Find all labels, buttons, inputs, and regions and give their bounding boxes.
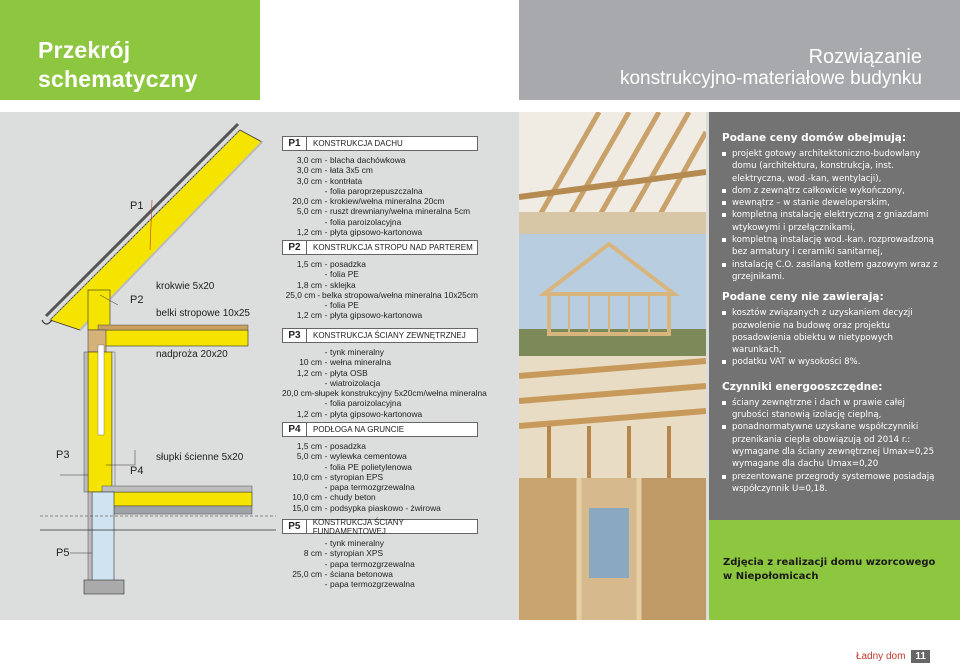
spec-p2 xyxy=(282,240,478,321)
dash-separator: - xyxy=(324,408,328,419)
dash-separator: - xyxy=(324,227,328,238)
list-item: kosztów związanych z uzyskaniem decyzji pozwolenie na budowę oraz projektu posadowienia obiektu w nietypowych warunkach, xyxy=(722,307,942,356)
layer-name: płyta gipsowo-kartonowa xyxy=(330,310,423,321)
spec-title: KONSTRUKCJA ŚCIANY ZEWNĘTRZNEJ xyxy=(313,331,466,340)
photo-caption: Zdjęcia z realizacji domu wzorcowego w Niepołomicach xyxy=(723,557,936,582)
layer-thickness xyxy=(282,378,322,388)
label-p2: P2 xyxy=(130,294,144,306)
spec-row xyxy=(282,538,478,548)
spec-row xyxy=(282,280,478,290)
layer-name: kontrłata xyxy=(330,175,363,186)
header-right-title-line1: Rozwiązanie xyxy=(808,46,922,68)
layer-thickness xyxy=(282,482,322,492)
section-title xyxy=(38,36,198,94)
spec-row xyxy=(282,368,478,378)
spec-row xyxy=(282,186,478,196)
eco-list xyxy=(722,397,942,495)
layer-thickness: 25,0 cm xyxy=(292,568,322,579)
section-drawing xyxy=(40,120,276,600)
spec-row xyxy=(282,217,478,227)
layer-name: papa termozgrzewalna xyxy=(330,558,415,569)
list-item: instalację C.O. zasilaną kotłem gazowym wraz z grzejnikami. xyxy=(722,259,942,284)
dash-separator: - xyxy=(324,175,328,186)
dash-separator: - xyxy=(324,269,328,280)
dash-separator: - xyxy=(317,289,321,300)
dash-separator: - xyxy=(324,398,328,409)
window-opening xyxy=(98,345,104,435)
label-nadproza: nadproża 20x20 xyxy=(156,349,228,360)
layer-name: folia paroizolacyjna xyxy=(330,216,402,227)
photo-interior-frame-image xyxy=(519,356,706,478)
layer-name: podsypka piaskowo - żwirowa xyxy=(330,502,441,513)
spec-row xyxy=(282,176,478,186)
spec-header xyxy=(282,136,478,151)
spec-row xyxy=(282,196,478,206)
dash-separator: - xyxy=(324,185,328,196)
dash-separator: - xyxy=(324,155,328,165)
dash-separator: - xyxy=(324,482,328,493)
header-right-band xyxy=(519,0,960,100)
photo-house-frame-image xyxy=(519,234,706,356)
list-item: wewnątrz – w stanie deweloperskim, xyxy=(722,197,942,209)
magazine-brand: Ładny dom xyxy=(855,651,906,662)
dash-separator: - xyxy=(324,502,328,513)
foundation-render xyxy=(88,492,92,582)
layer-thickness: 10,0 cm xyxy=(292,471,322,482)
spec-row xyxy=(282,559,478,569)
dash-separator: - xyxy=(324,216,328,227)
floor-p4-screed xyxy=(102,486,252,492)
dash-separator: - xyxy=(324,492,328,503)
layer-thickness: 1,2 cm xyxy=(296,367,322,378)
layer-thickness: 3,0 cm xyxy=(296,175,322,186)
caption-box xyxy=(709,520,960,620)
dash-separator: - xyxy=(311,388,315,399)
layer-name: wełna mineralna xyxy=(330,357,391,368)
spec-code: P5 xyxy=(283,520,307,533)
layer-name: krokiew/wełna mineralna 20cm xyxy=(330,196,445,207)
footing xyxy=(84,580,124,594)
layer-name: papa termozgrzewalna xyxy=(330,579,415,590)
spec-row xyxy=(282,155,478,165)
layer-thickness xyxy=(282,462,322,472)
layer-thickness xyxy=(282,538,322,548)
section-title-line1: Przekrój xyxy=(38,37,131,63)
spec-row xyxy=(282,472,478,482)
layer-name: folia PE xyxy=(330,300,359,311)
layer-name: ściana betonowa xyxy=(330,568,393,579)
spec-p1 xyxy=(282,136,478,237)
layer-thickness: 1,5 cm xyxy=(296,441,322,451)
layer-thickness xyxy=(282,347,322,357)
list-item: dom z zewnątrz całkowicie wykończony, xyxy=(722,185,942,197)
layer-name: płyta gipsowo-kartonowa xyxy=(330,408,423,419)
layer-thickness: 20,0 cm xyxy=(282,388,312,399)
photo-walls-osb-image xyxy=(519,478,706,620)
spec-row xyxy=(282,548,478,558)
floor-slab-p2 xyxy=(98,330,248,346)
excluded-list xyxy=(722,307,942,368)
spec-row xyxy=(282,482,478,492)
spec-row xyxy=(282,310,478,320)
spec-title: KONSTRUKCJA STROPU NAD PARTEREM xyxy=(313,243,473,252)
layer-thickness xyxy=(282,300,322,310)
spec-header xyxy=(282,328,478,343)
dash-separator: - xyxy=(324,357,328,368)
dash-separator: - xyxy=(324,538,328,548)
spec-row xyxy=(282,398,478,408)
layer-name: wylewka cementowa xyxy=(330,451,407,462)
layer-name: styropian EPS xyxy=(330,471,384,482)
layer-thickness: 15,0 cm xyxy=(292,502,322,513)
spec-row xyxy=(282,492,478,502)
spec-row xyxy=(282,503,478,513)
layer-name: folia PE xyxy=(330,269,359,280)
layer-thickness: 20,0 cm xyxy=(292,196,322,207)
spec-row xyxy=(282,206,478,216)
dash-separator: - xyxy=(324,165,328,176)
list-item: prezentowane przegrody systemowe posiadają współczynnik U=0,18. xyxy=(722,471,942,496)
layer-name: posadzka xyxy=(330,259,366,269)
layer-thickness: 25,0 cm xyxy=(285,289,316,300)
spec-title: KONSTRUKCJA DACHU xyxy=(313,139,403,148)
floor-slab-top xyxy=(98,325,248,330)
wall-render xyxy=(84,352,88,492)
layer-name: belka stropowa/wełna mineralna 10x25cm xyxy=(322,289,478,300)
layer-name: łata 3x5 cm xyxy=(330,165,373,176)
layer-thickness xyxy=(282,217,322,227)
layer-thickness xyxy=(282,579,322,589)
layer-name: sklejka xyxy=(330,279,356,290)
layer-name: blacha dachówkowa xyxy=(330,155,406,165)
layer-thickness xyxy=(282,269,322,279)
spec-row xyxy=(282,290,478,300)
layer-name: chudy beton xyxy=(330,492,376,503)
spec-title: PODŁOGA NA GRUNCIE xyxy=(313,425,405,434)
photo-house-frame xyxy=(519,234,706,356)
dash-separator: - xyxy=(324,196,328,207)
layer-thickness xyxy=(282,186,322,196)
list-item: kompletną instalację wod.-kan. rozprowadzoną bez armatury i ceramiki sanitarnej, xyxy=(722,234,942,259)
label-p4: P4 xyxy=(130,465,144,477)
spec-row xyxy=(282,227,478,237)
layer-thickness: 1,2 cm xyxy=(296,227,322,238)
layer-thickness: 8 cm xyxy=(303,548,322,559)
foundation-wall xyxy=(92,492,114,582)
included-list xyxy=(722,148,942,283)
page-footer xyxy=(856,650,930,663)
spec-p3 xyxy=(282,328,487,419)
dash-separator: - xyxy=(324,367,328,378)
list-item: podatku VAT w wysokości 8%. xyxy=(722,356,942,368)
dash-separator: - xyxy=(324,548,328,559)
header-left-band xyxy=(0,0,260,100)
layer-name: posadzka xyxy=(330,441,366,451)
wall-upper-insulation xyxy=(88,290,110,330)
spec-p4 xyxy=(282,422,478,513)
layer-thickness xyxy=(282,398,322,408)
wall-board xyxy=(112,352,115,492)
spec-code: P2 xyxy=(283,241,307,254)
layer-thickness: 10 cm xyxy=(299,357,322,368)
list-item: kompletną instalację elektryczną z gniazdami wtykowymi i przełącznikami, xyxy=(722,209,942,234)
photo-walls-osb xyxy=(519,478,706,620)
list-item: ściany zewnętrzne i dach w prawie całej grubości stanowią izolację cieplną, xyxy=(722,397,942,422)
spec-row xyxy=(282,579,478,589)
spec-code: P3 xyxy=(283,329,307,342)
dash-separator: - xyxy=(324,259,328,269)
spec-row xyxy=(282,462,478,472)
photo-roof-frame-image xyxy=(519,112,706,234)
layer-thickness: 3,0 cm xyxy=(296,165,322,176)
spec-row xyxy=(282,269,478,279)
eco-heading: Czynniki energooszczędne: xyxy=(722,380,883,393)
dash-separator: - xyxy=(324,579,328,590)
layer-thickness: 5,0 cm xyxy=(296,206,322,217)
spec-row xyxy=(282,569,478,579)
spec-row xyxy=(282,347,478,357)
gutter xyxy=(42,320,52,324)
layer-thickness: 1,2 cm xyxy=(296,310,322,321)
spec-header xyxy=(282,240,478,255)
dash-separator: - xyxy=(324,558,328,569)
layer-name: styropian XPS xyxy=(330,548,384,559)
dash-separator: - xyxy=(324,568,328,579)
label-belki: belki stropowe 10x25 xyxy=(156,308,250,319)
label-krokwie: krokwie 5x20 xyxy=(156,281,215,292)
section-title-line2: schematyczny xyxy=(38,66,198,92)
list-item: ponadnormatywne uzyskane współczynniki przenikania ciepła obowiązują od 2014 r.: wymagane dla ściany zewnętrznej Umax=0,25 wymagane dla dachu Umax=0,20 xyxy=(722,421,942,470)
layer-name: folia paroizolacyjna xyxy=(330,398,402,409)
layer-name: płyta gipsowo-kartonowa xyxy=(330,227,423,238)
photo-column xyxy=(519,112,706,620)
layer-name: słupek konstrukcyjny 5x20cm/wełna mineralna xyxy=(314,388,487,399)
layer-name: folia PE polietylenowa xyxy=(330,461,412,472)
spec-row xyxy=(282,357,478,367)
dash-separator: - xyxy=(324,441,328,451)
layer-name: folia paroprzepuszczalna xyxy=(330,185,423,196)
spec-row xyxy=(282,441,478,451)
list-item: projekt gotowy architektoniczno-budowlany domu (architektura, konstrukcja, inst. elektryczna, wod.-kan, wentylacji), xyxy=(722,148,942,185)
layer-name: ruszt drewniany/wełna mineralna 5cm xyxy=(330,206,471,217)
layer-thickness xyxy=(282,559,322,569)
dash-separator: - xyxy=(324,279,328,290)
spec-row xyxy=(282,409,478,419)
spec-row xyxy=(282,259,478,269)
spec-row xyxy=(282,165,478,175)
layer-name: wiatroizolacja xyxy=(330,377,381,388)
header-right-title-line2: konstrukcyjno-materiałowe budynku xyxy=(619,68,922,89)
included-heading: Podane ceny domów obejmują: xyxy=(722,132,907,144)
layer-thickness: 1,2 cm xyxy=(296,408,322,419)
layer-thickness: 10,0 cm xyxy=(292,492,322,503)
floor-p4-concrete xyxy=(102,506,252,514)
layer-name: tynk mineralny xyxy=(330,347,384,357)
label-p5: P5 xyxy=(56,547,70,559)
label-slupki: słupki ścienne 5x20 xyxy=(156,452,244,463)
spec-code: P4 xyxy=(283,423,307,436)
layer-thickness: 3,0 cm xyxy=(296,155,322,165)
dash-separator: - xyxy=(324,300,328,311)
layer-thickness: 5,0 cm xyxy=(296,451,322,462)
spec-row xyxy=(282,388,487,399)
page-number: 11 xyxy=(911,650,930,663)
photo-roof-frame xyxy=(519,112,706,234)
label-p3: P3 xyxy=(56,449,70,461)
dash-separator: - xyxy=(324,377,328,388)
dash-separator: - xyxy=(324,206,328,217)
spec-row xyxy=(282,378,478,388)
spec-p5 xyxy=(282,519,478,589)
photo-interior-frame xyxy=(519,356,706,478)
layer-name: papa termozgrzewalna xyxy=(330,482,415,493)
spec-title: KONSTRUKCJA ŚCIANY FUNDAMENTOWEJ xyxy=(312,517,404,536)
label-p1: P1 xyxy=(130,200,144,212)
spec-header xyxy=(282,422,478,437)
layer-thickness: 1,8 cm xyxy=(296,279,322,290)
excluded-heading: Podane ceny nie zawierają: xyxy=(722,291,884,304)
dash-separator: - xyxy=(324,471,328,482)
dash-separator: - xyxy=(324,347,328,357)
dash-separator: - xyxy=(324,461,328,472)
dash-separator: - xyxy=(324,451,328,462)
layer-name: płyta OSB xyxy=(330,367,368,378)
layer-name: tynk mineralny xyxy=(330,538,384,548)
spec-row xyxy=(282,300,478,310)
spec-header xyxy=(282,519,478,534)
spec-code: P1 xyxy=(283,137,307,150)
layer-thickness: 1,5 cm xyxy=(296,259,322,269)
spec-row xyxy=(282,451,478,461)
roof-insulation xyxy=(50,130,262,330)
floor-p4-insulation xyxy=(102,492,252,506)
dash-separator: - xyxy=(324,310,328,321)
